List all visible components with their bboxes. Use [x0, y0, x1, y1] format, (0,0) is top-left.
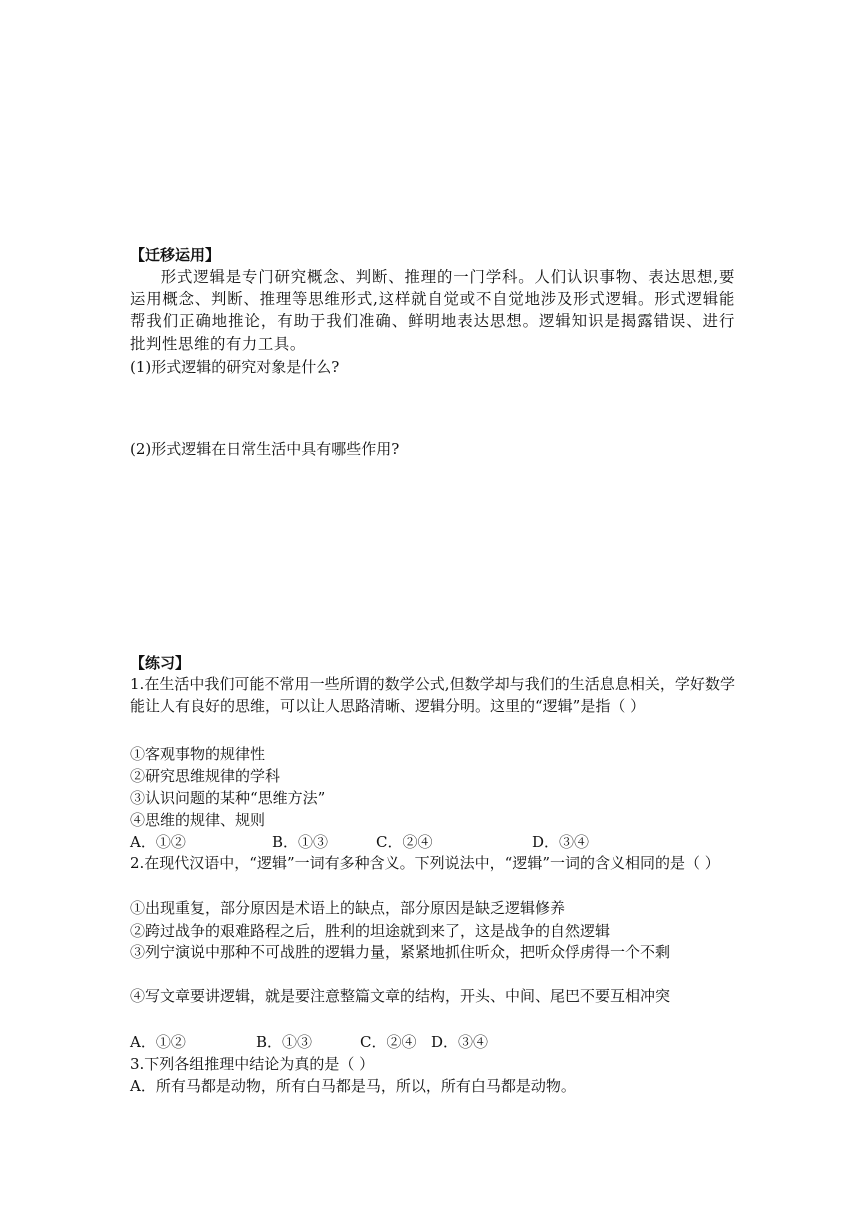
question-1-item: ④思维的规律、规则: [130, 811, 266, 829]
question-2-item: ④写文章要讲逻辑，就是要注意整篇文章的结构，开头、中间、尾巴不要互相冲突: [130, 987, 671, 1005]
question-1-option-b: B．①③: [272, 833, 329, 851]
question-2-option-d: D．③④: [431, 1033, 489, 1051]
transfer-heading: 【迁移运用】: [130, 246, 221, 264]
question-1-item: ①客观事物的规律性: [130, 745, 266, 763]
question-1-options: [130, 831, 735, 853]
question-2-item: ③列宁演说中那种不可战胜的逻辑力量，紧紧地抓住听众，把听众俘虏得一个不剩: [130, 943, 671, 961]
transfer-passage: 形式逻辑是专门研究概念、判断、推理的一门学科。人们认识事物、表达思想,要运用概念、判断、推理等思维形式,这样就自觉或不自觉地涉及形式逻辑。形式逻辑能帮我们正确地推论，有助于我们准确、鲜明地表达思想。逻辑知识是揭露错误、进行批判性思维的有力工具。: [130, 268, 735, 353]
question-2-options: [130, 1031, 735, 1053]
question-2-item: ②跨过战争的艰难路程之后，胜利的坦途就到来了，这是战争的自然逻辑: [130, 922, 611, 940]
question-2-option-a: A．①②: [130, 1033, 186, 1051]
question-2-item: ①出现重复，部分原因是术语上的缺点，部分原因是缺乏逻辑修养: [130, 899, 566, 917]
transfer-question-2: (2)形式逻辑在日常生活中具有哪些作用?: [130, 440, 400, 458]
transfer-question-1: (1)形式逻辑的研究对象是什么?: [130, 358, 340, 376]
question-1-item: ②研究思维规律的学科: [130, 767, 281, 785]
question-1-item: ③认识问题的某种“思维方法”: [130, 789, 326, 807]
question-1-option-a: A．①②: [130, 833, 186, 851]
question-1-stem: 1.在生活中我们可能不常用一些所谓的数学公式,但数学却与我们的生活息息相关，学好数学能让人有良好的思维，可以让人思路清晰、逻辑分明。这里的“逻辑”是指（ ）: [130, 675, 735, 715]
practice-heading: 【练习】: [130, 654, 191, 672]
question-2-option-b: B．①③: [256, 1033, 313, 1051]
question-2-stem: 2.在现代汉语中，“逻辑”一词有多种含义。下列说法中，“逻辑”一词的含义相同的是（ ）: [130, 854, 720, 872]
question-1-option-d: D．③④: [532, 833, 590, 851]
question-2-option-c: C．②④: [360, 1033, 417, 1051]
question-3-stem: 3.下列各组推理中结论为真的是（ ）: [130, 1055, 375, 1073]
question-1-option-c: C．②④: [376, 833, 433, 851]
question-3-option-a: A．所有马都是动物，所有白马都是马，所以，所有白马都是动物。: [130, 1077, 576, 1095]
